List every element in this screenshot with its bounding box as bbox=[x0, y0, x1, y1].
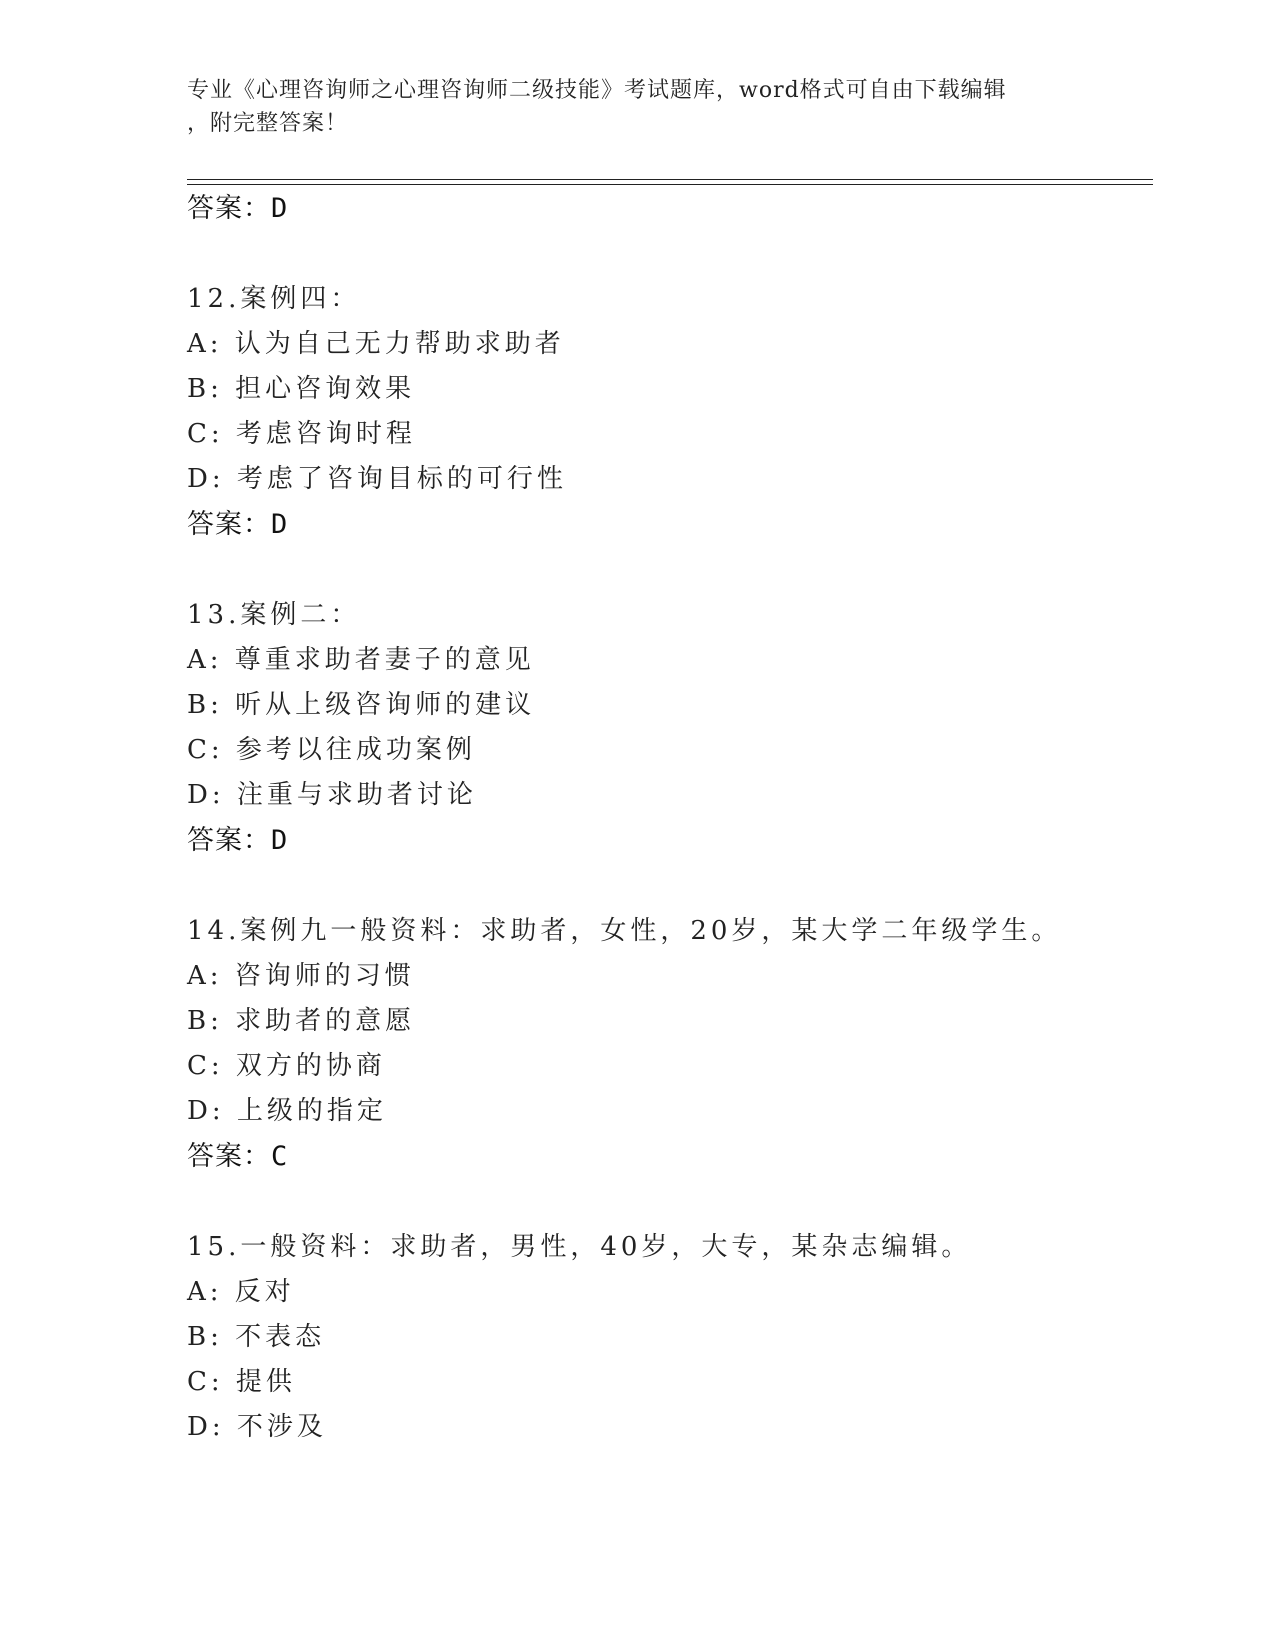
answer-prefix: 答案： bbox=[187, 1141, 271, 1172]
answer-key: D bbox=[271, 825, 289, 856]
option-a: A: 反对 bbox=[187, 1277, 295, 1307]
question-title: 15.一般资料：求助者，男性，40岁，大专，某杂志编辑。 bbox=[187, 1232, 972, 1262]
answer-key: C bbox=[271, 1141, 289, 1172]
answer-line bbox=[187, 1139, 288, 1175]
answer-line bbox=[187, 507, 288, 543]
question-title: 14.案例九一般资料：求助者，女性，20岁，某大学二年级学生。 bbox=[187, 916, 1062, 946]
answer-prefix: 答案： bbox=[187, 825, 271, 856]
option-c: C: 双方的协商 bbox=[187, 1051, 386, 1081]
option-d: D: 注重与求助者讨论 bbox=[187, 780, 477, 810]
answer-line bbox=[187, 191, 288, 227]
option-d: D: 不涉及 bbox=[187, 1412, 327, 1442]
option-d: D: 考虑了咨询目标的可行性 bbox=[187, 464, 567, 494]
header-line-1: 专业《心理咨询师之心理咨询师二级技能》考试题库，word格式可自由下载编辑 bbox=[187, 78, 1007, 103]
header-rule-bottom bbox=[187, 184, 1153, 185]
option-b: B: 听从上级咨询师的建议 bbox=[187, 690, 536, 720]
option-c: C: 参考以往成功案例 bbox=[187, 735, 476, 765]
option-d: D: 上级的指定 bbox=[187, 1096, 387, 1126]
answer-prefix: 答案： bbox=[187, 193, 271, 224]
header-line-2: ，附完整答案！ bbox=[187, 111, 349, 136]
answer-key: D bbox=[271, 509, 289, 540]
option-b: B: 担心咨询效果 bbox=[187, 374, 416, 404]
option-c: C: 考虑咨询时程 bbox=[187, 419, 416, 449]
document-header bbox=[187, 74, 1067, 140]
option-a: A: 认为自己无力帮助求助者 bbox=[187, 329, 565, 359]
option-a: A: 咨询师的习惯 bbox=[187, 961, 415, 991]
header-rule-top bbox=[187, 179, 1153, 180]
question-title: 12.案例四： bbox=[187, 284, 361, 314]
option-b: B: 不表态 bbox=[187, 1322, 326, 1352]
answer-key: D bbox=[271, 193, 289, 224]
answer-prefix: 答案： bbox=[187, 509, 271, 540]
answer-line bbox=[187, 823, 288, 859]
option-a: A: 尊重求助者妻子的意见 bbox=[187, 645, 535, 675]
question-title: 13.案例二： bbox=[187, 600, 361, 630]
option-b: B: 求助者的意愿 bbox=[187, 1006, 416, 1036]
option-c: C: 提供 bbox=[187, 1367, 296, 1397]
